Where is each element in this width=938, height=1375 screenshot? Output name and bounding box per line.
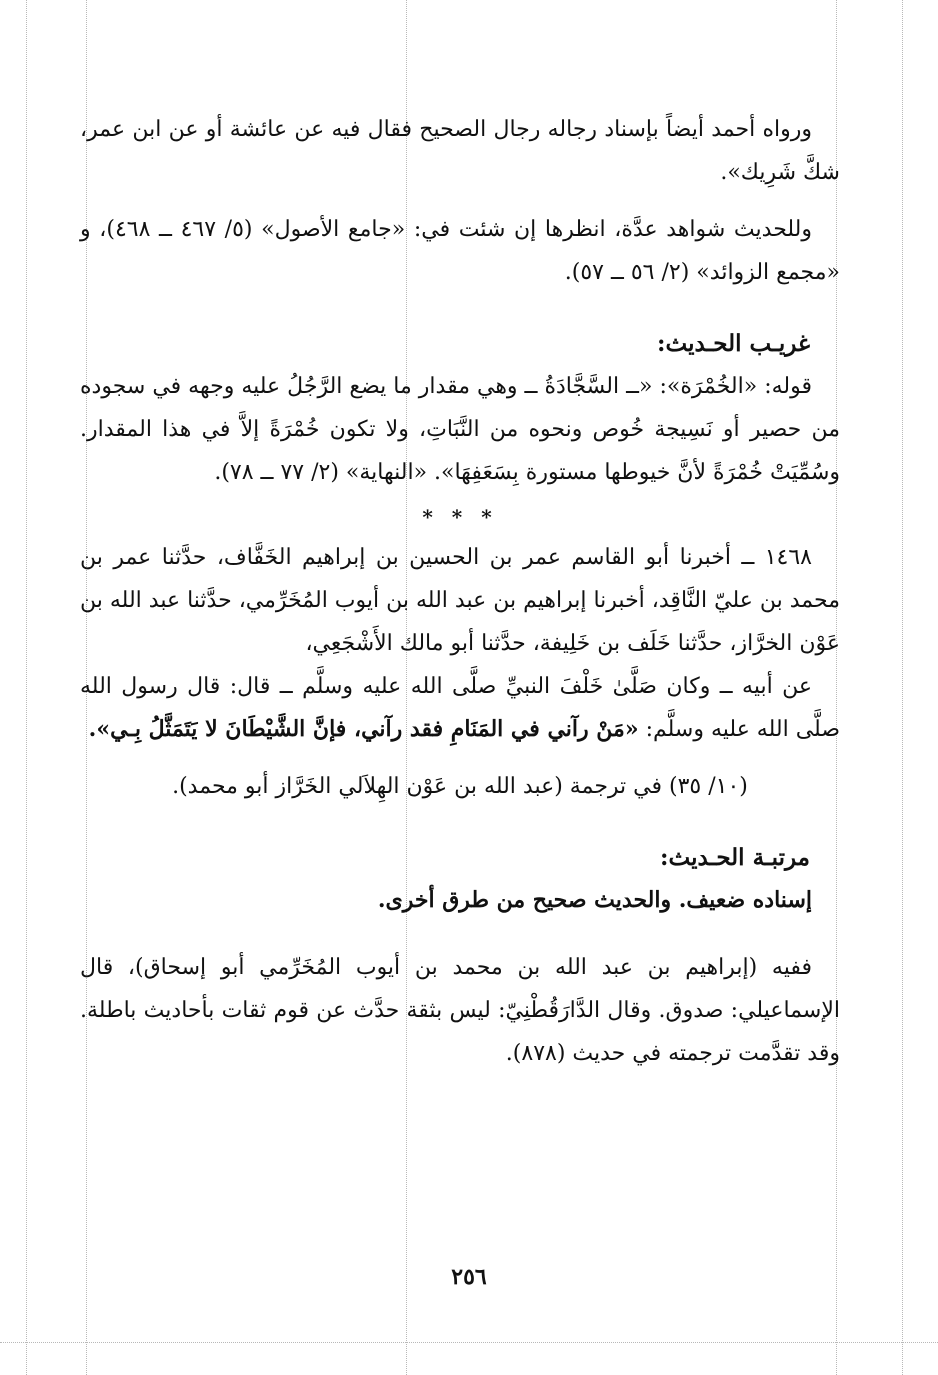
paragraph-hadith-1468-isnad: ١٤٦٨ ــ أخبرنا أبو القاسم عمر بن الحسين بن إبراهيم الخَفَّاف، حدَّثنا عمر بن محمد بن عليّ النَّاقِد، أخبرنا إبراهيم بن عبد الله بن أيوب المُخَرِّمي، حدَّثنا عبد الله بن عَوْن الخرَّاز، حدَّثنا خَلَف بن خَلِيفة، حدَّثنا أبو مالك الأَشْجَعِي، (80, 545, 840, 656)
paragraph-khumra-definition: قوله: «الخُمْرَة»: «ــ السَّجَّادَةُ ــ وهي مقدار ما يضع الرَّجُلُ عليه وجهه في سجوده من حصير أو نَسِيجة خُوص ونحوه من النَّبَاتِ، ولا تكون خُمْرَةً إلاَّ في هذا المقدار. وسُمِّيَتْ خُمْرَةً لأنَّ خيوطها مستورة بِسَعَفِهَا». «النهاية» (٢/ ٧٧ ــ ٧٨). (80, 374, 840, 485)
paragraph-hadith-1468-matn (80, 665, 840, 751)
section-separator: * * * (422, 505, 498, 529)
margin-guide-right-outer (902, 0, 903, 1375)
page-number: ٢٥٦ (451, 1264, 487, 1290)
text-body (80, 108, 840, 1075)
matn-prophetic-saying: «مَنْ رآني في المَنَامِ فقد رآني، فإنَّ الشَّيْطَانَ لا يَتَمَثَّلُ بِـي». (88, 716, 639, 742)
matn-intro: عن أبيه ــ وكان صَلَّىٰ خَلْفَ النبيِّ صلَّى الله عليه وسلَّم ــ قال: قال رسول الله صلَّى الله عليه وسلَّم: (80, 674, 840, 742)
paragraph-grading: إسناده ضعيف. والحديث صحيح من طرق أخرى. (377, 887, 812, 913)
margin-guide-left-outer (26, 0, 27, 1375)
paragraph-witnesses: وللحديث شواهد عدَّة، انظرها إن شئت في: «جامع الأصول» (٥/ ٤٦٧ ــ ٤٦٨)، و «مجمع الزوائد» (٢/ ٥٦ ــ ٥٧). (80, 217, 840, 285)
paragraph-ahmad-narration: ورواه أحمد أيضاً بإسناد رجاله رجال الصحيح فقال فيه عن عائشة أو عن ابن عمر، شكَّ شَرِيك». (80, 117, 840, 185)
paragraph-source-reference: (١٠/ ٣٥) في ترجمة (عبد الله بن عَوْن الهِلاَلي الخَرَّاز أبو محمد). (172, 774, 748, 799)
margin-guide-bottom (0, 1342, 938, 1343)
heading-gharib: غريـب الحـديث: (657, 330, 810, 357)
paragraph-narrator-criticism: ففيه (إبراهيم بن عبد الله بن محمد بن أيوب المُخَرِّمي أبو إسحاق)، قال الإسماعيلي: صدوق. وقال الدَّارَقُطْنِيّ: ليس بثقة حدَّث عن قوم ثقات بأحاديث باطلة. وقد تقدَّمت ترجمته في حديث (٨٧٨). (80, 955, 840, 1066)
heading-rutba: مرتبـة الحـديث: (660, 844, 810, 871)
